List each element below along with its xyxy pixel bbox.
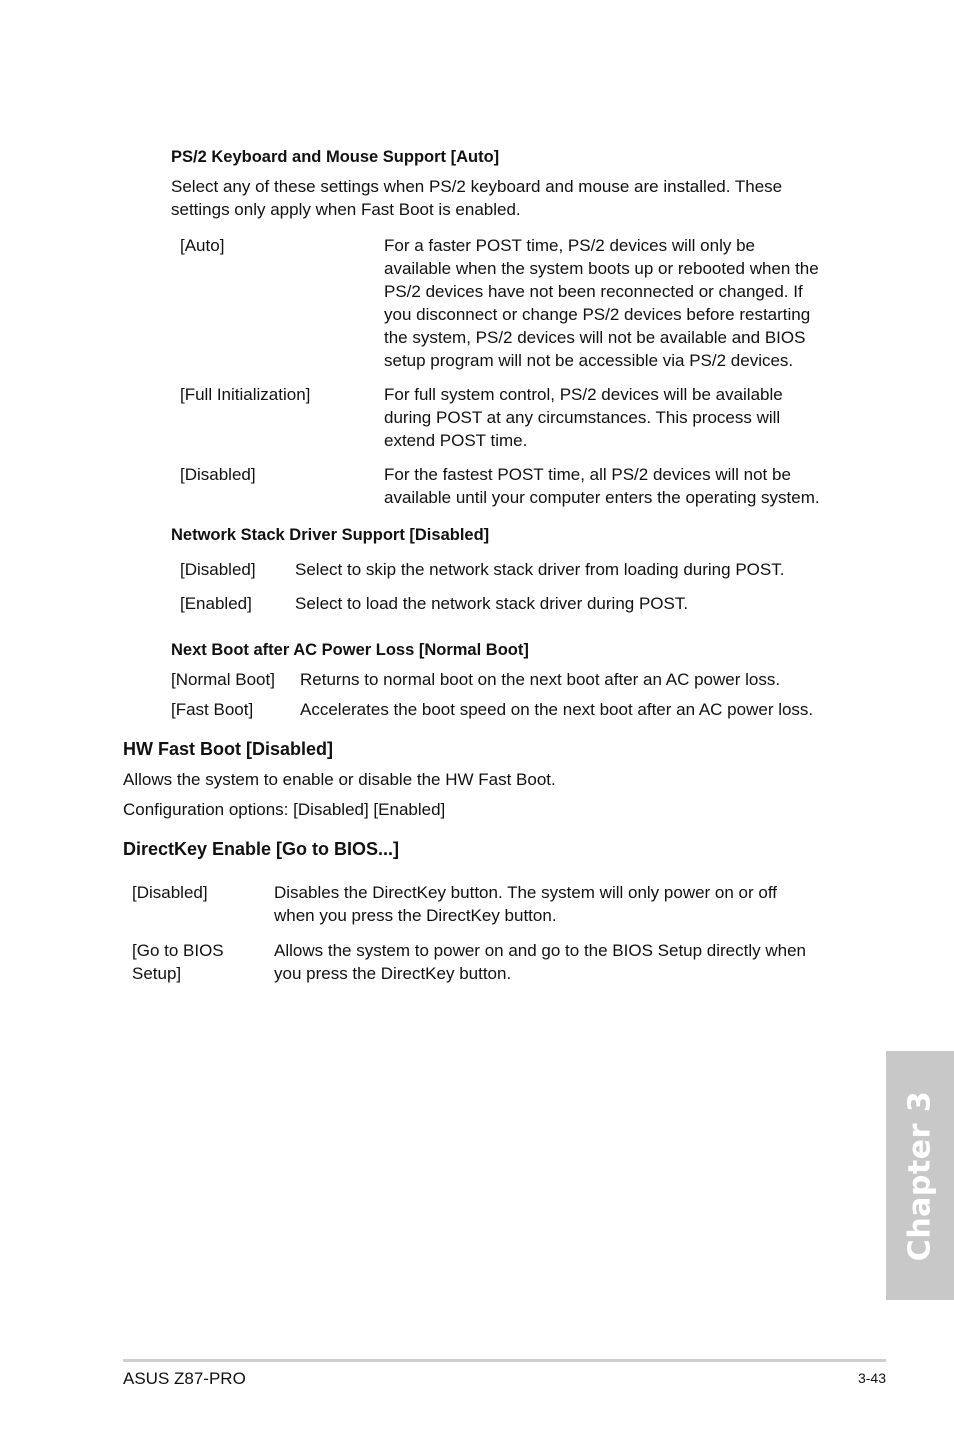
- option-line: you disconnect or change PS/2 devices before restarting: [384, 305, 811, 324]
- option-line: when you press the DirectKey button.: [274, 906, 557, 925]
- option-key: [Auto]: [180, 236, 225, 255]
- option-key: [Enabled]: [180, 594, 252, 613]
- ps2-description-line-1: Select any of these settings when PS/2 keyboard and mouse are installed. These: [171, 177, 783, 196]
- network-option-enabled: [180, 592, 840, 615]
- option-key: [Fast Boot]: [171, 700, 254, 719]
- option-line: Disables the DirectKey button. The system will only power on or off: [274, 883, 777, 902]
- next-boot-option-normal: [171, 668, 851, 691]
- chapter-side-tab: [886, 1051, 954, 1300]
- option-line: available until your computer enters the operating system.: [384, 488, 820, 507]
- option-description: [274, 881, 777, 927]
- option-line: setup program will not be accessible via PS/2 devices.: [384, 351, 794, 370]
- option-key: [132, 881, 208, 904]
- option-description: Select to skip the network stack driver from loading during POST.: [295, 560, 785, 579]
- option-description: [384, 383, 783, 452]
- hw-fast-boot-config-options: Configuration options: [Disabled] [Enabled]: [123, 800, 446, 819]
- ps2-description-line-2: settings only apply when Fast Boot is enabled.: [171, 200, 521, 219]
- option-key-line: [Disabled]: [132, 883, 208, 902]
- directkey-heading: DirectKey Enable [Go to BIOS...]: [123, 839, 400, 859]
- option-key: [132, 939, 224, 985]
- next-boot-heading: Next Boot after AC Power Loss [Normal Boot]: [171, 641, 529, 659]
- option-key: [Disabled]: [180, 560, 256, 579]
- hw-fast-boot-description: Allows the system to enable or disable the HW Fast Boot.: [123, 770, 556, 789]
- option-description: Accelerates the boot speed on the next boot after an AC power loss.: [300, 700, 814, 719]
- directkey-option-go-to-bios: [132, 939, 832, 986]
- footer-product-name: ASUS Z87-PRO: [123, 1369, 246, 1388]
- option-key: [Full Initialization]: [180, 385, 311, 404]
- ps2-option-disabled: [180, 463, 840, 510]
- option-description: [274, 939, 806, 985]
- ps2-heading: PS/2 Keyboard and Mouse Support [Auto]: [171, 148, 500, 166]
- footer-page-number: 3-43: [857, 1370, 886, 1386]
- option-description: [384, 463, 820, 509]
- ps2-option-auto: [180, 234, 840, 374]
- option-line: For a faster POST time, PS/2 devices will only be: [384, 236, 755, 255]
- option-description: [384, 234, 819, 372]
- footer-divider: [123, 1359, 886, 1362]
- option-line: you press the DirectKey button.: [274, 964, 512, 983]
- option-key: [Normal Boot]: [171, 670, 275, 689]
- option-key: [Disabled]: [180, 465, 256, 484]
- option-key-line: Setup]: [132, 964, 182, 983]
- option-line: extend POST time.: [384, 431, 528, 450]
- option-line: during POST at any circumstances. This process will: [384, 408, 781, 427]
- option-description: Select to load the network stack driver during POST.: [295, 594, 689, 613]
- next-boot-option-fast: [171, 698, 851, 721]
- option-line: available when the system boots up or rebooted when the: [384, 259, 819, 278]
- ps2-option-full-initialization: [180, 383, 840, 453]
- chapter-label: Chapter 3: [902, 1090, 938, 1261]
- option-line: Allows the system to power on and go to the BIOS Setup directly when: [274, 941, 807, 960]
- option-line: PS/2 devices have not been reconnected or changed. If: [384, 282, 803, 301]
- directkey-option-disabled: [132, 881, 832, 928]
- hw-fast-boot-heading: HW Fast Boot [Disabled]: [123, 739, 333, 759]
- option-line: For the fastest POST time, all PS/2 devices will not be: [384, 465, 791, 484]
- network-stack-heading: Network Stack Driver Support [Disabled]: [171, 526, 490, 544]
- option-line: the system, PS/2 devices will not be available and BIOS: [384, 328, 806, 347]
- option-key-line: [Go to BIOS: [132, 941, 224, 960]
- option-description: Returns to normal boot on the next boot after an AC power loss.: [300, 670, 781, 689]
- network-option-disabled: [180, 558, 840, 581]
- option-line: For full system control, PS/2 devices will be available: [384, 385, 783, 404]
